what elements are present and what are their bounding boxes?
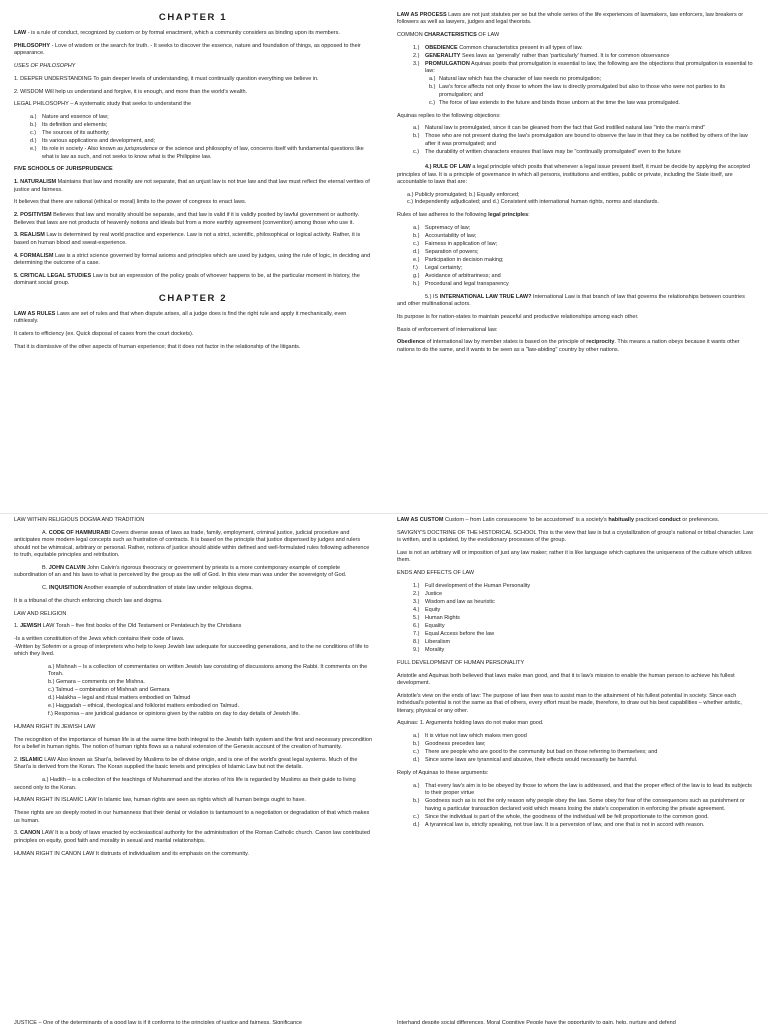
- list-item: 1.) OBEDIENCE Common characteristics present in all types of law.: [413, 45, 583, 51]
- positivism: 2. POSITIVISM Believes that law and morality should be separate, and that law is valid if it is validly posited by lawful government or authority. Believes that laws are not products of heavenly notions and ideals but from a more earthly agreement (convention) among those who use it.: [14, 212, 360, 226]
- list-item: d.) Its various applications and development, and;: [30, 138, 156, 145]
- naturalism-limits: It believes that there are rational (ethical or moral) limits to the power of congress to enact laws.: [14, 199, 247, 206]
- list-item: d.) A tyrannical law is, strictly speaking, not true law. It is a perversion of law, and one that is not in accord with reason.: [413, 821, 705, 828]
- page-2: [397, 12, 755, 509]
- human-right-jewish-heading: HUMAN RIGHT IN JEWISH LAW: [14, 724, 96, 731]
- replies-list: [397, 125, 755, 156]
- legal-philosophy: LEGAL PHILOSOPHY – A systematic study that seeks to understand the: [14, 101, 192, 108]
- legal-philosophy-list: [14, 114, 372, 161]
- law-not-arbitrary: Law is not an arbitrary will or imposition of just any law maker; rather it is like language which captures the uniqueness of the culture which utilizes them.: [397, 550, 752, 564]
- jewish-law-list: [14, 664, 372, 719]
- jewish-written-2: -Written by Soferim or a group of interpreters who help to keep Jewish law adequate for succeeding generations, and to the ne conditions of life to which they lived.: [14, 643, 369, 658]
- list-item: c.) Since the individual is part of the whole, the goodness of the individual will be felt proportionate to the common good.: [413, 813, 709, 820]
- list-item: b.) Those who are not present during the law's promulgation are bound to observe the law in that they ca be notified by others of the law after it was promulgated; and: [413, 133, 748, 147]
- legal-principles-heading: Rules of law adheres to the following legal principles:: [397, 212, 530, 219]
- obedience-reciprocity: Obedience of international law by member states is based on the principle of reciprocity. This means a nation obeys because it wants other nations to do the same, and it wants to be seen as a "law-abiding" country by other nations.: [397, 339, 740, 353]
- aquinas-replies: Aquinas replies to the following objections:: [397, 112, 501, 119]
- rule-of-law-a: a.) Publicly promulgated; b.) Equally enforced;: [407, 191, 520, 198]
- list-item: c.) The durability of written characters ensures that laws may be "continually promulgated" even to the future: [413, 148, 681, 155]
- rule-of-law: 4.) RULE OF LAW a legal principle which posits that whenever a legal issue present itself, it must be decide by applying the accepted principles of law. It is a principle of governance in which all persons, institutions and entities, public or private, including the State itself, are accountable to laws that are:: [397, 164, 750, 186]
- list-item: c.) The sources of its authority;: [30, 130, 110, 137]
- list-item: 2.) GENERALITY Sees laws as 'generally' rather than 'particularly' framed. It is for common observance: [413, 53, 670, 59]
- list-item: 5.) Human Rights: [413, 615, 460, 621]
- aristotle-view: Aristotle's view on the ends of law: The purpose of law then was to assist man to the attainment of his fullest potential in society. Since each individual's potential is not the same as that of others, every effort must be made, therefore, to draw out his best capabilities – whether artistic, literary, physical or any other.: [397, 692, 742, 714]
- page-4: [397, 517, 755, 1024]
- list-item: b.) Goodness such as is not the only reason why people obey the law. Some obey for fear of the consequences such as punishment or having a particular transaction declared void which means losing the state's cooperation in enforcing the private agreement.: [413, 798, 745, 812]
- enforcement-basis: Basis of enforcement of international law:: [397, 326, 498, 333]
- law-and-religion-heading: LAW AND RELIGION: [14, 610, 67, 617]
- list-item: a.) That every law's aim is to be obeyed by those to whom the law is addressed, and that the proper effect of the law is to lead its subjects to their proper virtue: [413, 782, 752, 797]
- chapter-1-heading: CHAPTER 1: [158, 12, 228, 23]
- list-item: a.) It is virtue not law which makes men good: [413, 733, 527, 740]
- list-item: b.) Its definition and elements;: [30, 122, 108, 129]
- legal-principles-list: [397, 225, 755, 288]
- list-item: a.) Natural law which has the character of law needs no promulgation;: [429, 76, 602, 83]
- human-right-islamic: HUMAN RIGHT IN ISLAMIC LAW In Islamic law, human rights are seen as rights which all human beings ought to have.: [14, 797, 306, 804]
- list-item: c.) Talmud – combination of Mishnah and Gemara: [48, 687, 170, 694]
- list-item: h.) Procedural and legal transparency: [413, 280, 509, 287]
- international-law-purpose: Its purpose is for nation-states to maintain peaceful and productive relationships among each other.: [397, 313, 639, 320]
- canon-law: 3. CANON LAW It is a body of laws enacted by ecclesiastical authority for the administration of the Roman Catholic church. Canon law contributed principles on equity, good faith and morality in sexual and marital relationships.: [14, 830, 370, 844]
- list-item: 8.) Liberalism: [413, 639, 451, 645]
- list-item: 1.) Full development of the Human Personality: [413, 583, 531, 589]
- list-item: f.) Legal certainty;: [413, 264, 463, 271]
- realism: 3. REALISM Law is determined by real world practice and experience. Law is not a strict, scientific, philosophical or logical activity. Rather, it is based on human blood and sweat-experience.: [14, 232, 361, 246]
- chapter-2-heading: CHAPTER 2: [158, 293, 228, 304]
- ends-effects-list: [397, 583, 755, 654]
- common-characteristics-heading: COMMON CHARACTERISTICS OF LAW: [397, 32, 500, 39]
- arguments-list: [397, 733, 755, 764]
- list-item: b.) Gemara – comments on the Mishna.: [48, 679, 145, 686]
- religious-dogma-heading: LAW WITHIN RELIGIOUS DOGMA AND TRADITION: [14, 517, 145, 523]
- john-calvin: B. JOHN CALVIN John Calvin's rigorous theocracy or government by priests is a more contemporary example of complete subordination of an and his laws to what is perceived by the group as the will of God. In this view man was under the sovereignty of God.: [14, 564, 347, 579]
- jewish-law: 1. JEWISH LAW Torah – five first books of the Old Testament or Pentateuch by the Christians: [14, 623, 242, 630]
- five-schools-heading: FIVE SCHOOLS OF JURISPRUDENCE: [14, 166, 113, 173]
- aristotle-aquinas: Aristotle and Aquinas both believed that laws make man good, and that it is law's mission to enable the human person to achieve his fullest development.: [397, 672, 735, 686]
- aquinas-reply-list: [397, 783, 755, 829]
- list-item: 2.) Justice: [413, 591, 443, 597]
- aquinas-reply-heading: Reply of Aquinas to these arguments:: [397, 770, 489, 776]
- list-item: e.) Haggadah – ethical, theological and folklorist matters embodied on Talmud.: [48, 703, 239, 710]
- human-right-jewish-text: The recognition of the importance of human life is at the same time both integral to the Jewish faith system and the first and necessary precondition for a belief in human rights. The notion of human rights flows as a natural extension of the Genesis account of the creation of humanity.: [14, 736, 372, 751]
- law-as-process: LAW AS PROCESS Laws are not just statutes per se but the whole series of the life experiences of lawmakers, law enforcers, law breakers or followers as well as lawyers, judges and legal theorists.: [397, 12, 744, 26]
- list-item: 4.) Equity: [413, 607, 441, 613]
- inquisition: C. INQUISITION Another example of subordination of state law under religious dogma.: [42, 585, 253, 592]
- naturalism: 1. NATURALISM Maintains that law and morality are not separate, that an unjust law is not true law and that law must reflect the eternal verities of justice and fairness.: [14, 179, 370, 193]
- rules-efficiency: It caters to efficiency (ex. Quick disposal of cases from the court dockets).: [14, 331, 194, 338]
- list-item: e.) Participation in decision making;: [413, 256, 504, 263]
- list-item: c.) There are people who are good to the community but bad on those referring to themselves; and: [413, 749, 658, 756]
- use-2: 2. WISDOM Will help us understand and forgive, it is enough, and more than the world's wealth.: [14, 88, 248, 95]
- uses-heading: USES OF PHILOSOPHY: [14, 63, 76, 69]
- list-item: c.) Fairness in application of law;: [413, 240, 498, 247]
- list-item: 6.) Equality: [413, 623, 445, 629]
- formalism: 4. FORMALISM Law is a strict science governed by formal axioms and principles which are used by judges, using the rule of logic, in deciding and determining the outcome of a case.: [14, 252, 371, 266]
- use-1: 1. DEEPER UNDERSTANDING To gain deeper levels of understanding, it must continually question everything we believe in.: [14, 75, 319, 82]
- list-item: e.) Its role in society - Also known as jurisprudence or the science and philosophy of law, concerns itself with fundamental questions like what is law as such, and not seeks to know what is the Philippine law.: [30, 146, 364, 160]
- inquisition-tribunal: It is a tribunal of the church enforcing church law and dogma.: [14, 597, 163, 604]
- hadith: a.) Hadith – is a collection of the teachings of Muhammad and the stories of his life is regarded by Muslims as their guide to living second only to the Koran.: [14, 777, 356, 791]
- list-item: f.) Responsa – are juridical guidance or opinions given by the rabbis on day to day details of Jewish life.: [48, 711, 300, 718]
- list-item: d.) Halakha – legal and ritual matters embodied on Talmud: [48, 695, 191, 702]
- islamic-law: 2. ISLAMIC LAW Also known as Shari'a, believed by Muslims to be of divine origin, and is one of the world's great legal systems. Much of the Shari'a is derived from the Koran. The Koran supplied the basic tenets and principles of Islamic Law but not the details.: [14, 757, 358, 771]
- list-item: b.) Goodness precedes law;: [413, 741, 486, 748]
- rules-dismissive: That it is dismissive of the other aspects of human experience; that it does not factor in the relationship of the litigants.: [14, 344, 301, 350]
- list-item: a.) Supremacy of law;: [413, 224, 471, 231]
- list-item: a.) Natural law is promulgated, since it can be gleaned from the fact that God instilled natural law "into the man's mind": [413, 125, 706, 132]
- list-item: 3.) PROMULGATION Aquinas posits that promulgation is essential to law, the following are the objections that promulgation is essential to law:: [413, 61, 753, 75]
- law-as-custom: LAW AS CUSTOM Custom – from Latin consuescere 'to be accustomed' is a society's habitually practiced conduct or preferences.: [397, 517, 720, 523]
- international-law: 5.) IS INTERNATIONAL LAW TRUE LAW? International Law is that branch of law that governs the relationships between countries and other multinational actors.: [397, 293, 745, 308]
- ends-effects-heading: ENDS AND EFFECTS OF LAW: [397, 570, 475, 577]
- list-item: 7.) Equal Access before the law: [413, 631, 495, 637]
- page-1: [14, 12, 372, 509]
- list-item: c.) The force of law extends to the future and binds those unborn at the time the law was promulgated.: [429, 99, 680, 106]
- list-item: d.) Separation of powers;: [413, 248, 479, 255]
- jewish-written-1: -Is a written constitution of the Jews which contains their code of laws.: [14, 636, 185, 643]
- law-definition: LAW - is a rule of conduct, recognized by custom or by formal enactment, which a community considers as binding upon its members.: [14, 30, 340, 36]
- page-3: [14, 517, 372, 1024]
- philosophy-definition: PHILOSOPHY - Love of wisdom or the search for truth. - It seeks to discover the essence, nature and foundation of things, as opposed to their appearance.: [14, 42, 361, 57]
- page-divider: [0, 513, 768, 514]
- full-development-heading: FULL DEVELOPMENT OF HUMAN PERSONALITY: [397, 659, 525, 666]
- list-item: a.) Mishnah – Is a collection of commentaries on written Jewish law consisting of discussions among the Rabbi. It comments on the Torah.: [48, 663, 368, 678]
- critical-legal-studies: 5. CRITICAL LEGAL STUDIES Law is but an expression of the policy goals of whoever happens to be, at the particular moment in history, the dominant social group.: [14, 272, 360, 287]
- aquinas-arguments: Aquinas: 1. Arguments holding laws do not make man good.: [397, 720, 544, 727]
- savigny-doctrine: SAVIGNY'S DOCTRINE OF THE HISTORICAL SCHOOL This is the view that law is but a crystallization of group's national or tribal character. Law is written, and is updated, by the evolutionary processes of the group.: [397, 529, 754, 544]
- list-item: a.) Nature and essence of law;: [30, 114, 109, 121]
- list-item: 3.) Wisdom and law as heuristic: [413, 599, 495, 605]
- list-item: d.) Since some laws are tyrannical and abusive, their effects would necessarily be harmful.: [413, 757, 638, 764]
- list-item: g.) Avoidance of arbitrariness; and: [413, 272, 501, 279]
- human-right-islamic-text: These rights are so deeply rooted in our humanness that their denial or violation is tantamount to a negotiation or degradation of that which makes us human.: [14, 810, 370, 824]
- cutoff-line: Interhand despite social differences. Moral Cognitive People have the opportunity to gain, help, nurture and defend: [397, 1019, 676, 1024]
- list-item: b.) Law's force affects not only those to whom the law is directly promulgated but also to those who were not parties to its promulgation; and: [429, 84, 726, 98]
- cutoff-line: JUSTICE – One of the determinants of a good law is if it conforms to the principles of justice and fairness. Significance: [14, 1019, 302, 1024]
- code-of-hammurabi: A. CODE OF HAMMURABI Covers diverse areas of laws as trade, family, employment, criminal justice, judicial procedure and anticipates more modern legal concepts such as frustration of contracts. It is based on the principle that justice dispensed by judges and rulers should not be whimsical, arbitrary or personal. Rather, notions of justice should abide within defined and well-formulated rules following adherence to truth, equitable principles and retribution.: [14, 529, 370, 559]
- list-item: b.) Accountability of law;: [413, 232, 477, 239]
- law-as-rules: LAW AS RULES Laws are set of rules and that when dispute arises, all a judge does is find the right rule and apply it mechanically, even ruthlessly.: [14, 311, 347, 325]
- list-item: 9.) Morality: [413, 647, 445, 653]
- rule-of-law-b: c.) Independently adjudicated; and d.) Consistent with international human rights, norms and standards.: [407, 199, 659, 206]
- human-right-canon: HUMAN RIGHT IN CANON LAW It distrusts of individualism and its emphasis on the community.: [14, 850, 249, 857]
- characteristics-list: [397, 45, 755, 107]
